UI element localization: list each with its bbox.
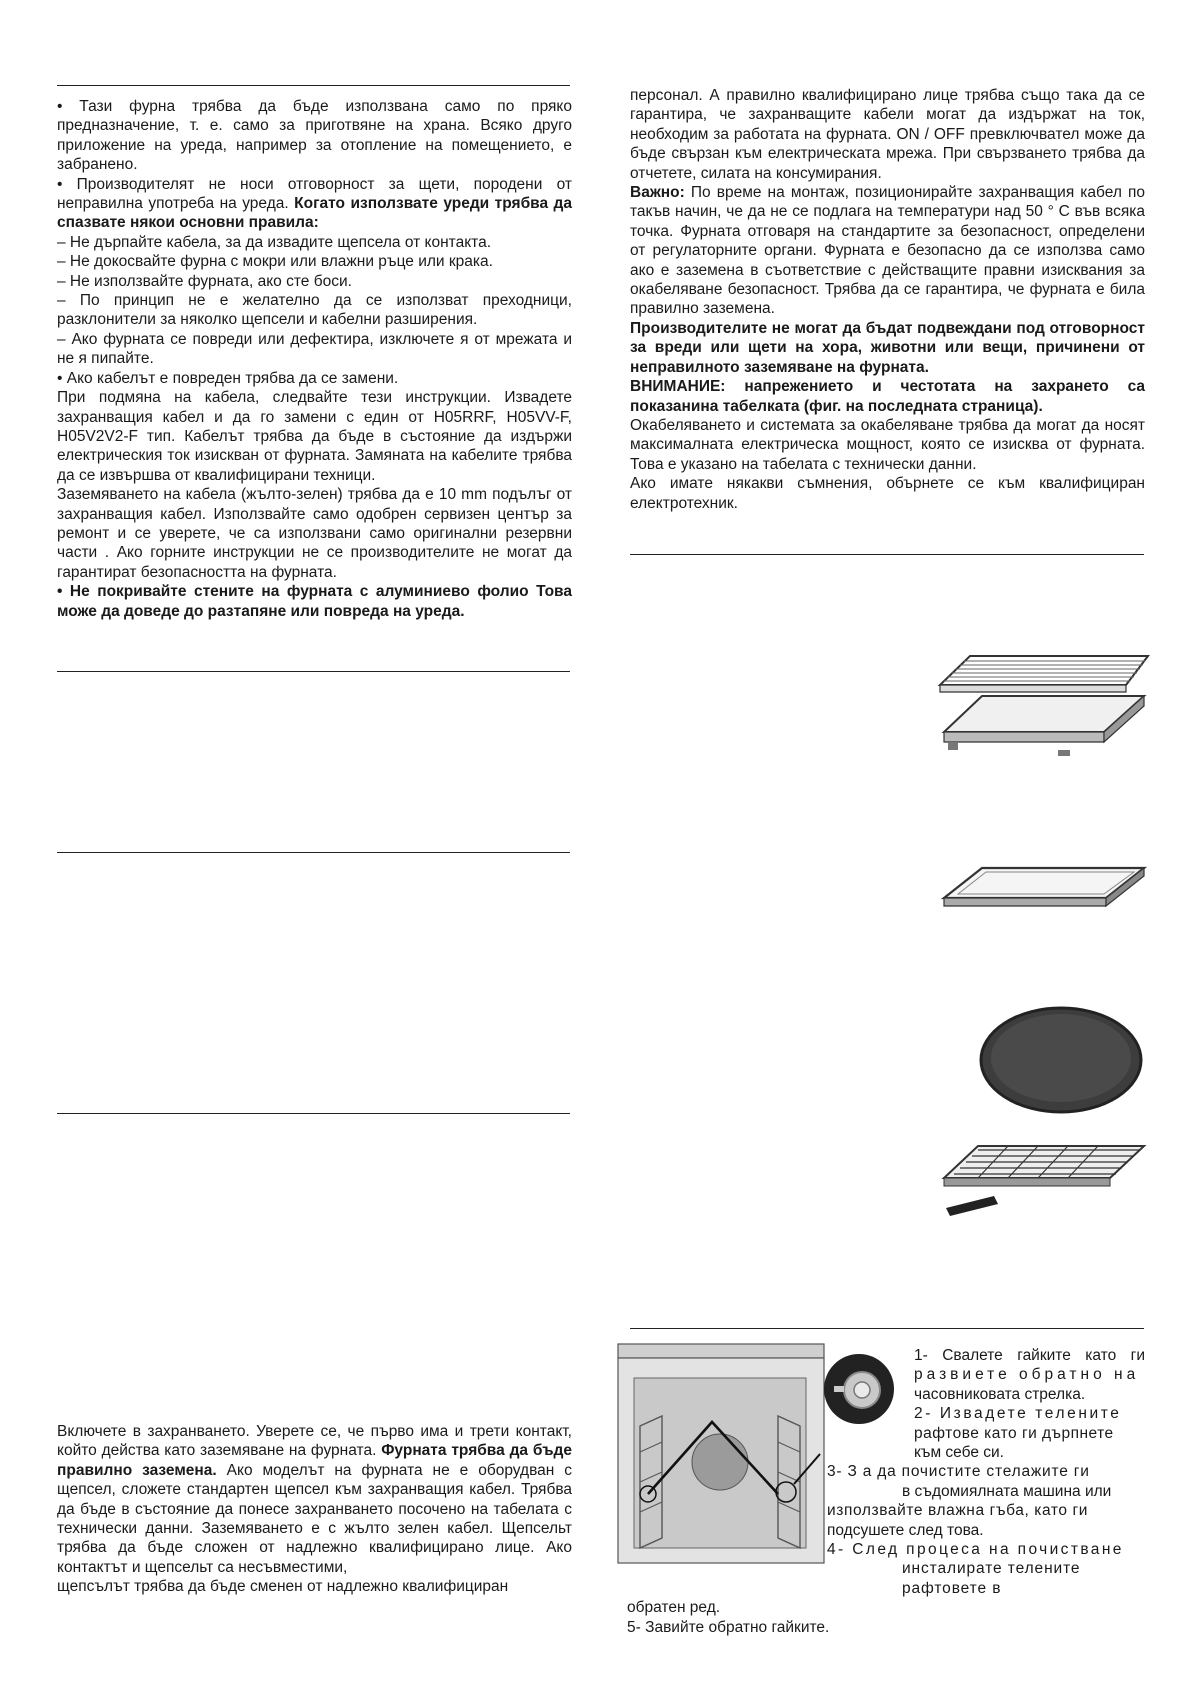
installation-paragraph [57,1422,572,1577]
step-text: 3- З а да почистите стелажите ги [827,1463,1090,1481]
step-1 [914,1346,1145,1365]
liability-notice: Производителите не могат да бъдат подвеждани под отговорност за вреди или щети на хора, животни или вещи, причинени от неправилното заземяване на фурната. [630,319,1145,376]
step-text: използвайте влажна гъба, като ги [827,1502,1089,1520]
section-divider [57,1113,570,1114]
step-text: подсушете след това. [827,1521,984,1539]
doubts-paragraph: Ако имате някакви съмнения, обърнете се към квалифициран електротехник. [630,475,1145,512]
rule-item: – Ако фурната се повреди или дефектира, изключете я от мрежата и не я пипайте. [57,330,572,368]
cable-replacement-paragraph: При подмяна на кабела, следвайте тези инструкции. Извадете захранващия кабел и да го замени с един от H05RRF, H05VV-F, H05V2V2-F тип. Кабелът трябва да бъде в състояние да издържи електрическия ток изискван от фурната. Замяната на кабелите трябва да се извършва от квалифицирани техници. [57,389,572,484]
safety-paragraph: • Тази фурна трябва да бъде използвана само по пряко предназначение, т. е. само за приготвяне на храна. Всяко друго приложение на уреда, например за отопление на помещението, е забранено. [57,98,572,174]
grill-tray-with-handle-illustration [938,1140,1148,1220]
step-text: 5- Завийте обратно гайките. [627,1618,830,1636]
pizza-pan-illustration [975,1000,1145,1115]
rule-item: • Ако кабелът е повреден трябва да се замени. [57,369,399,387]
installation-paragraph: щепсълът трябва да бъде сменен от надлежно квалифициран [57,1578,509,1596]
wiring-paragraph: Окабеляването и системата за окабеляване трябва да могат да носят максималната електрическа мощност, която се изисква от фурната. Това е указано на табелата с технически данни. [630,416,1145,473]
step-4 [902,1559,1145,1598]
attention-notice: ВНИМАНИЕ: напрежението и честотата на захрането са показанина табелката (фиг. на последната страница). [630,378,1145,415]
shelf-cleaning-steps [627,1346,1145,1637]
important-text: По време на монтаж, позиционирайте захранващия кабел по такъв начин, че да не се подлага на температури над 50 ° С във всяка точка. Фурната отговаря на стандартите за безопасност, определени от регулаторните органи. Фурната е безопасно да се използва само ако е заземена в съответствие с действащите правни изисквания за окабеляване безопасност. Трябва да се гарантира, че фурната е била правилно заземена. [630,184,1145,318]
section-divider [57,85,570,86]
step-4 [627,1598,1145,1617]
safety-paragraph [57,175,572,233]
step-1 [914,1385,1145,1404]
step-5 [627,1618,1145,1637]
safety-text: • Производителят не носи отговорност за щети, породени от неправилна употреба на уреда. [57,175,572,213]
section-divider [57,671,570,672]
step-text: часовниковата стрелка. [914,1385,1086,1403]
step-2 [914,1443,1145,1462]
step-3 [902,1482,1145,1501]
step-text: в съдомиялната машина или [902,1482,1112,1500]
rule-item: – Не използвайте фурната, ако сте боси. [57,272,352,290]
safety-section [57,97,572,621]
rule-item: – Не докосвайте фурна с мокри или влажни ръце или крака. [57,253,493,271]
foil-warning: • Не покривайте стените на фурната с алуминиево фолио Това може да доведе до разтапяне или повреда на уреда. [57,583,572,620]
important-paragraph [630,183,1145,319]
important-label: Важно: [630,184,685,202]
step-text: 2- Извадете телените [914,1405,1122,1423]
step-text: обратен ред. [627,1599,721,1617]
section-divider [630,554,1144,555]
step-2 [914,1404,1145,1423]
safety-rules-heading: Когато използвате уреди трябва да спазвате някои основни правила: [57,195,573,232]
electrical-section [630,86,1145,513]
step-text: 1- Свалете гайките като ги [914,1347,1145,1364]
shallow-tray-illustration [938,862,1148,917]
installation-section [57,1422,572,1597]
step-2 [914,1424,1145,1443]
installation-text: Включете в захранването. Уверете се, че първо има и трети контакт, който действа като заземяване на фурната. [57,1423,572,1460]
step-1 [914,1365,1145,1384]
section-divider [57,852,570,853]
step-text: рафтове като ги дърпнете [914,1424,1114,1442]
step-3 [827,1462,1145,1481]
baking-tray-illustration [938,690,1148,765]
electrical-paragraph: персонал. А правилно квалифицирано лице трябва също така да се гарантира, че захранващите кабели могат да издържат на ток, необходим за работата на фурната. ON / OFF превключвател може да бъде свързан към електрическата мрежа. При свързването трябва да отчетете, силата на консумирания. [630,87,1145,182]
step-text: развиете обратно на [914,1366,1140,1384]
rule-item: – Не дърпайте кабела, за да извадите щепсела от контакта. [57,233,492,251]
grounding-paragraph: Заземяването на кабела (жълто-зелен) трябва да е 10 mm подълъг от захранващия кабел. Използвайте само одобрен сервизен център за ремонт и се уверете, че са използвани само оригинални резервни части . Ако горните инструкции не се производителите не могат да гарантират безопасността на фурната. [57,486,572,581]
step-4 [827,1540,1145,1559]
rule-item: – По принцип не е желателно да се използват преходници, разклонители за няколко щепсели и кабелни разширения. [57,292,572,329]
installation-text: Ако моделът на фурната не е оборудван с щепсел, сложете стандартен щепсел към захранващия кабел. Трябва да бъде в състояние да понесе захранването посочено на табелата с технически данни. Заземяването е с жълто зелен кабел. Щепсельт трябва да бъде сложен от надлежно квалифицирано лице. Ако контактът и щепсельт са несъвместими, [57,1461,572,1576]
step-text: 4- След процеса на почистване [827,1541,1124,1559]
step-3 [827,1521,1145,1540]
step-3 [827,1501,1145,1520]
step-text: към себе си. [914,1444,1004,1462]
step-text: инсталирате телените рафтовете в [902,1560,1081,1597]
section-divider [630,1328,1144,1329]
grounding-required-text: Фурната трябва да бъде правилно заземена. [57,1442,572,1479]
